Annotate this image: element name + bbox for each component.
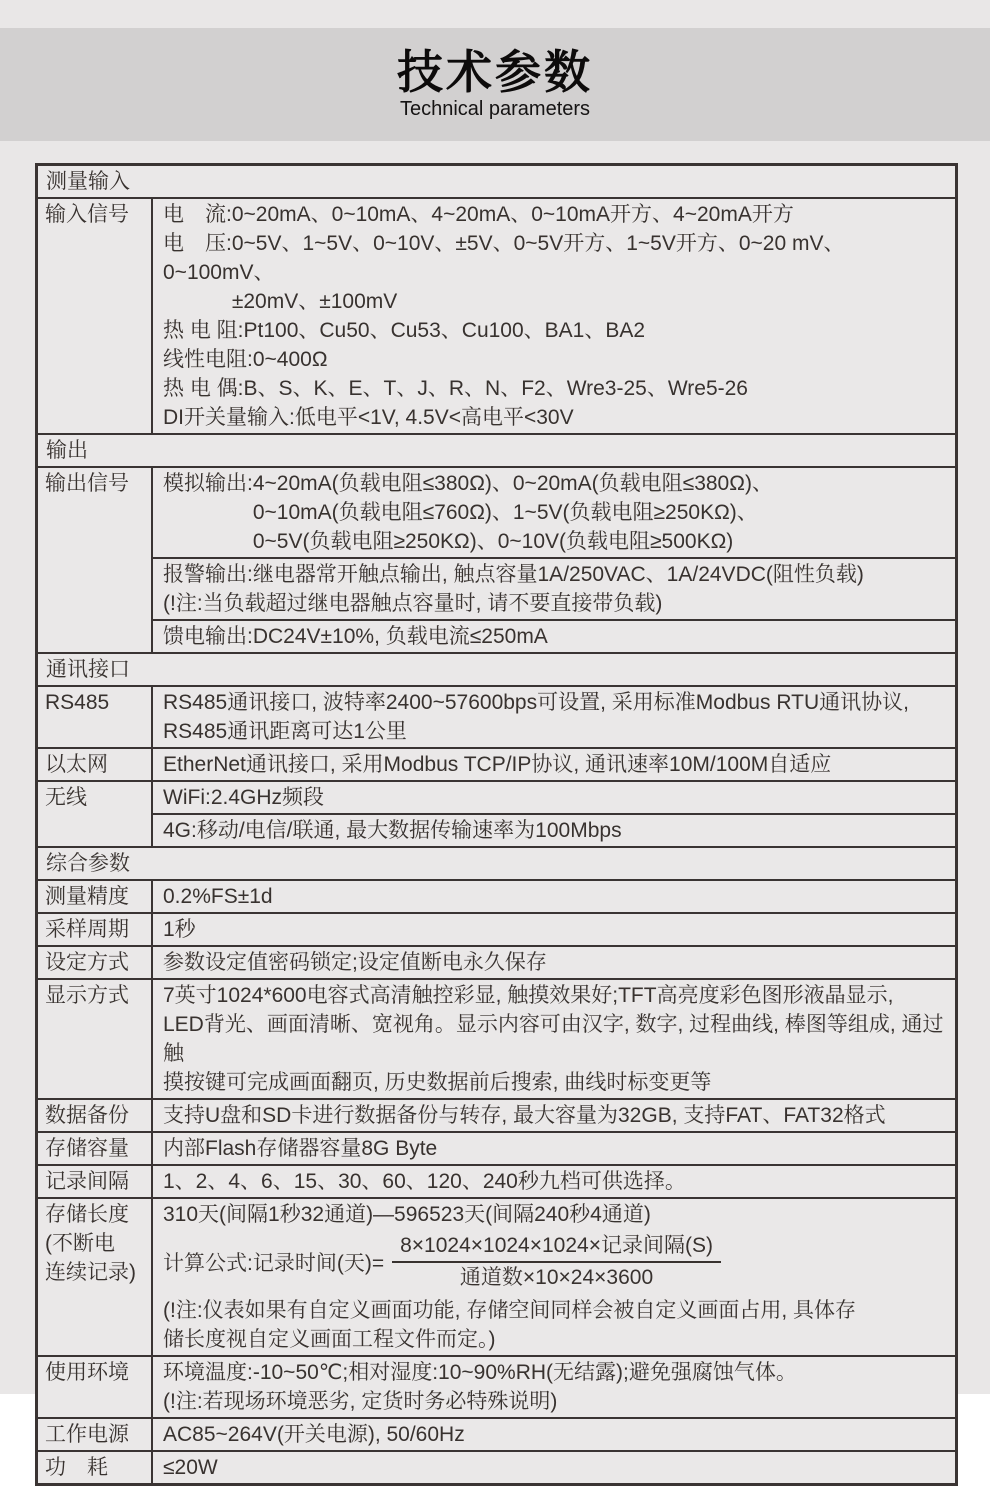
param-label-line: 连续记录): [45, 1261, 136, 1284]
param-value: [153, 619, 955, 652]
section-label: 综合参数: [46, 852, 130, 875]
param-label: [38, 1419, 153, 1450]
param-content: [153, 1452, 955, 1483]
section-label: 通讯接口: [46, 658, 130, 681]
param-row: [38, 1197, 955, 1355]
value-line: 馈电输出:DC24V±10%, 负载电流≤250mA: [163, 625, 548, 648]
formula-numerator: 8×1024×1024×1024×记录间隔(S): [392, 1233, 721, 1263]
section-label: 测量输入: [46, 170, 130, 193]
param-label-line: 采样周期: [45, 918, 129, 941]
param-label: [38, 1199, 153, 1355]
param-content: [153, 947, 955, 978]
param-value: [153, 1199, 955, 1355]
param-value: [153, 1166, 955, 1197]
param-row: [38, 978, 955, 1098]
value-line: 摸按键可完成画面翻页, 历史数据前后搜索, 曲线时标变更等: [163, 1071, 712, 1094]
param-content: [153, 881, 955, 912]
section-row: [38, 166, 955, 197]
value-line: (!注:若现场环境恶劣, 定货时务必特殊说明): [163, 1390, 558, 1413]
param-label-line: 测量精度: [45, 885, 129, 908]
param-label: [38, 199, 153, 433]
param-value: [153, 914, 955, 945]
param-value: [153, 1100, 955, 1131]
param-label: [38, 1452, 153, 1483]
param-row: [38, 685, 955, 747]
param-row: [38, 1131, 955, 1164]
value-line: WiFi:2.4GHz频段: [163, 786, 325, 809]
value-line: 7英寸1024*600电容式高清触控彩显, 触摸效果好;TFT高亮度彩色图形液晶显示,: [163, 984, 894, 1007]
param-row: [38, 466, 955, 652]
value-line: ±20mV、±100mV: [163, 290, 398, 313]
param-row: [38, 1164, 955, 1197]
param-label-line: (不断电: [45, 1232, 115, 1255]
param-row: [38, 747, 955, 780]
param-label: [38, 947, 153, 978]
param-content: [153, 914, 955, 945]
param-label: [38, 749, 153, 780]
value-line: EtherNet通讯接口, 采用Modbus TCP/IP协议, 通讯速率10M/100M自适应: [163, 753, 832, 776]
param-row: [38, 780, 955, 846]
param-content: [153, 1166, 955, 1197]
param-content: [153, 1357, 955, 1417]
param-label-line: 以太网: [45, 753, 108, 776]
param-label: [38, 1133, 153, 1164]
param-content: [153, 1419, 955, 1450]
param-value: [153, 980, 955, 1098]
param-value: [153, 1133, 955, 1164]
value-line: 4G:移动/电信/联通, 最大数据传输速率为100Mbps: [163, 819, 622, 842]
value-line: 电 压:0~5V、1~5V、0~10V、±5V、0~5V开方、1~5V开方、0~20 mV、0~100mV、: [163, 232, 845, 284]
section-row: [38, 652, 955, 685]
param-label-line: 输入信号: [45, 203, 129, 226]
param-value: [153, 782, 955, 813]
param-value: [153, 1452, 955, 1483]
param-row: [38, 197, 955, 433]
value-line: 0.2%FS±1d: [163, 885, 273, 908]
param-label-line: 设定方式: [45, 951, 129, 974]
param-label: [38, 468, 153, 652]
param-label-line: 使用环境: [45, 1361, 129, 1384]
param-label: [38, 687, 153, 747]
param-label-line: 存储容量: [45, 1137, 129, 1160]
param-value: [153, 468, 955, 557]
value-line: 模拟输出:4~20mA(负载电阻≤380Ω)、0~20mA(负载电阻≤380Ω)、: [163, 472, 773, 495]
value-line: RS485通讯接口, 波特率2400~57600bps可设置, 采用标准Modbus RTU通讯协议,: [163, 691, 909, 714]
storage-formula: [163, 1233, 949, 1291]
param-content: [153, 1100, 955, 1131]
param-label-line: 工作电源: [45, 1423, 129, 1446]
param-content: [153, 749, 955, 780]
value-line: 环境温度:-10~50℃;相对湿度:10~90%RH(无结露);避免强腐蚀气体。: [163, 1361, 797, 1384]
formula-denominator: 通道数×10×24×3600: [459, 1266, 654, 1289]
value-line: 报警输出:继电器常开触点输出, 触点容量1A/250VAC、1A/24VDC(阻性负载): [163, 563, 864, 586]
section-label: 输出: [46, 439, 88, 462]
param-label: [38, 1100, 153, 1131]
header-band: [0, 28, 990, 141]
param-label-line: 数据备份: [45, 1104, 129, 1127]
param-label-line: 显示方式: [45, 984, 129, 1007]
formula-prefix: 计算公式:记录时间(天)=: [163, 1252, 385, 1275]
value-line: 1、2、4、6、15、30、60、120、240秒九档可供选择。: [163, 1170, 686, 1193]
value-line: (!注:当负载超过继电器触点容量时, 请不要直接带负载): [163, 592, 663, 615]
param-value: [153, 947, 955, 978]
param-label: [38, 881, 153, 912]
value-line: 310天(间隔1秒32通道)—596523天(间隔240秒4通道): [163, 1203, 651, 1226]
param-value: [153, 1419, 955, 1450]
param-value: [153, 1357, 955, 1417]
section-row: [38, 846, 955, 879]
param-value: [153, 199, 955, 433]
value-line: 热 电 偶:B、S、K、E、T、J、R、N、F2、Wre3-25、Wre5-26: [163, 377, 748, 400]
param-content: [153, 1133, 955, 1164]
param-row: [38, 1355, 955, 1417]
value-line: DI开关量输入:低电平<1V, 4.5V<高电平<30V: [163, 406, 574, 429]
param-content: [153, 468, 955, 652]
value-line: (!注:仪表如果有自定义画面功能, 存储空间同样会被自定义画面占用, 具体存: [163, 1299, 856, 1322]
value-line: 储长度视自定义画面工程文件而定。): [163, 1328, 496, 1351]
value-line: AC85~264V(开关电源), 50/60Hz: [163, 1423, 465, 1446]
param-value: [153, 687, 955, 747]
param-content: [153, 687, 955, 747]
param-row: [38, 912, 955, 945]
value-line: LED背光、画面清晰、宽视角。显示内容可由汉字, 数字, 过程曲线, 棒图等组成, 通过触: [163, 1013, 944, 1065]
param-value: [153, 749, 955, 780]
value-line: 1秒: [163, 918, 196, 941]
value-line: 内部Flash存储器容量8G Byte: [163, 1137, 438, 1160]
param-value: [153, 881, 955, 912]
value-line: 参数设定值密码锁定;设定值断电永久保存: [163, 951, 547, 974]
param-row: [38, 879, 955, 912]
param-content: [153, 980, 955, 1098]
page-title: 技术参数: [397, 46, 593, 99]
param-label: [38, 782, 153, 846]
value-line: 热 电 阻:Pt100、Cu50、Cu53、Cu100、BA1、BA2: [163, 319, 646, 342]
param-label-line: 功 耗: [45, 1456, 108, 1479]
param-label: [38, 1166, 153, 1197]
param-label: [38, 1357, 153, 1417]
page-subtitle: Technical parameters: [399, 97, 591, 120]
param-content: [153, 1199, 955, 1355]
param-label: [38, 980, 153, 1098]
value-line: 线性电阻:0~400Ω: [163, 348, 328, 371]
param-label-line: 记录间隔: [45, 1170, 129, 1193]
param-row: [38, 1450, 955, 1483]
param-row: [38, 1098, 955, 1131]
param-value: [153, 813, 955, 846]
value-line: RS485通讯距离可达1公里: [163, 720, 407, 743]
param-content: [153, 782, 955, 846]
param-row: [38, 945, 955, 978]
param-label-line: 输出信号: [45, 472, 129, 495]
value-line: 支持U盘和SD卡进行数据备份与转存, 最大容量为32GB, 支持FAT、FAT32格式: [163, 1104, 886, 1127]
formula-fraction: [392, 1233, 721, 1291]
param-label-line: 存储长度: [45, 1203, 129, 1226]
value-line: 0~10mA(负载电阻≤760Ω)、1~5V(负载电阻≥250KΩ)、: [163, 501, 758, 524]
value-line: 0~5V(负载电阻≥250KΩ)、0~10V(负载电阻≥500KΩ): [163, 530, 734, 553]
param-label-line: RS485: [45, 691, 110, 714]
value-line: ≤20W: [163, 1456, 218, 1479]
section-row: [38, 433, 955, 466]
param-label-line: 无线: [45, 786, 87, 809]
param-content: [153, 199, 955, 433]
spec-table: [35, 163, 958, 1486]
param-value: [153, 557, 955, 619]
value-line: 电 流:0~20mA、0~10mA、4~20mA、0~10mA开方、4~20mA开方: [163, 203, 794, 226]
param-label: [38, 914, 153, 945]
param-row: [38, 1417, 955, 1450]
